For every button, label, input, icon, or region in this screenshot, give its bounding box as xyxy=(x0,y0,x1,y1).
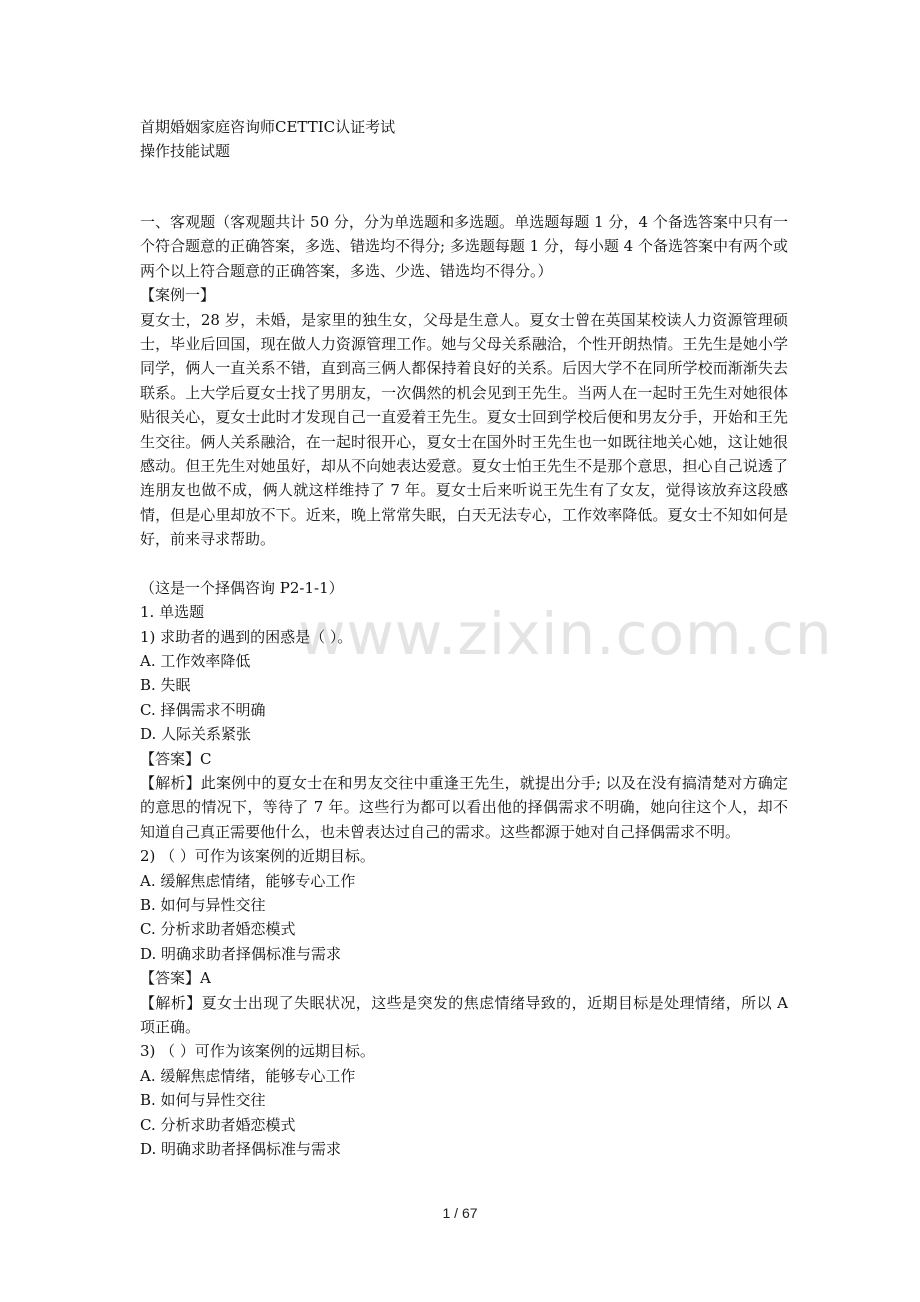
case-note: （这是一个择偶咨询 P2-1-1） xyxy=(140,578,344,597)
question-1-option-a: A. 工作效率降低 xyxy=(140,651,251,670)
case-title: 【案例一】 xyxy=(140,286,216,305)
question-2-option-d: D. 明确求助者择偶标准与需求 xyxy=(140,944,342,963)
page-footer xyxy=(0,1205,920,1221)
question-3-option-b: B. 如何与异性交往 xyxy=(140,1091,266,1110)
question-1-answer: 【答案】C xyxy=(140,749,212,768)
watermark: www.zixin.com.cn xyxy=(298,600,833,668)
question-3-option-d: D. 明确求助者择偶标准与需求 xyxy=(140,1140,342,1159)
document-header xyxy=(140,115,395,163)
question-2-answer: 【答案】A xyxy=(140,969,211,988)
question-2-option-a: A. 缓解焦虑情绪，能够专心工作 xyxy=(140,871,356,890)
question-1-option-d: D. 人际关系紧张 xyxy=(140,725,252,744)
question-2-analysis: 【解析】夏女士出现了失眠状况，这些是突发的焦虑情绪导致的，近期目标是处理情绪，所以 A 项正确。 xyxy=(140,993,788,1036)
question-3-option-c: C. 分析求助者婚恋模式 xyxy=(140,1115,296,1134)
document-body xyxy=(140,210,788,1161)
case-text: 夏女士，28 岁，未婚，是家里的独生女，父母是生意人。夏女士曾在英国某校读人力资源管理硕士，毕业后回国，现在做人力资源管理工作。她与父母关系融洽，个性开朗热情。王先生是她小学同学，俩人一直关系不错，直到高三俩人都保持着良好的关系。后因大学不在同所学校而渐渐失去联系。上大学后夏女士找了男朋友，一次偶然的机会见到王先生。当两人在一起时王先生对她很体贴很关心，夏女士此时才发现自己一直爱着王先生。夏女士回到学校后便和男友分手，开始和王先生交往。俩人关系融洽，在一起时很开心，夏女士在国外时王先生也一如既往地关心她，这让她很感动。但王先生对她虽好，却从不向她表达爱意。夏女士怕王先生不是那个意思，担心自己说透了连朋友也做不成，俩人就这样维持了 7 年。夏女士后来听说王先生有了女友，觉得该放弃这段感情，但是心里却放不下。近来，晚上常常失眠，白天无法专心，工作效率降低。夏女士不知如何是好，前来寻求帮助。 xyxy=(140,310,788,549)
page-number: 1 / 67 xyxy=(442,1205,478,1221)
question-2-option-c: C. 分析求助者婚恋模式 xyxy=(140,920,296,939)
question-1-option-b: B. 失眠 xyxy=(140,676,191,695)
question-1-stem: 1) 求助者的遇到的困惑是（ ）。 xyxy=(140,627,353,646)
section-intro: 一、客观题（客观题共计 50 分，分为单选题和多选题。单选题每题 1 分，4 个备选答案中只有一个符合题意的正确答案，多选、错选均不得分; 多选题每题 1 分，每小题 4 个备选答案中有两个或两个以上符合题意的正确答案，多选、少选、错选均不得分。） xyxy=(140,213,788,280)
exam-title: 首期婚姻家庭咨询师CETTIC认证考试 xyxy=(140,118,396,136)
paragraph-gap xyxy=(140,552,788,576)
exam-subtitle: 操作技能试题 xyxy=(140,142,231,160)
question-3-stem: 3) （ ）可作为该案例的远期目标。 xyxy=(140,1042,375,1061)
section-label: 1. 单选题 xyxy=(140,603,205,622)
question-1-option-c: C. 择偶需求不明确 xyxy=(140,700,266,719)
question-3-option-a: A. 缓解焦虑情绪，能够专心工作 xyxy=(140,1066,356,1085)
question-1-analysis: 【解析】此案例中的夏女士在和男友交往中重逢王先生，就提出分手; 以及在没有搞清楚对方确定的意思的情况下，等待了 7 年。这些行为都可以看出他的择偶需求不明确，她向往这个人，却不知道自己真正需要他什么，也未曾表达过自己的需求。这些都源于她对自己择偶需求不明。 xyxy=(140,773,788,841)
question-2-stem: 2) （ ）可作为该案例的近期目标。 xyxy=(140,847,375,866)
question-2-option-b: B. 如何与异性交往 xyxy=(140,895,266,914)
